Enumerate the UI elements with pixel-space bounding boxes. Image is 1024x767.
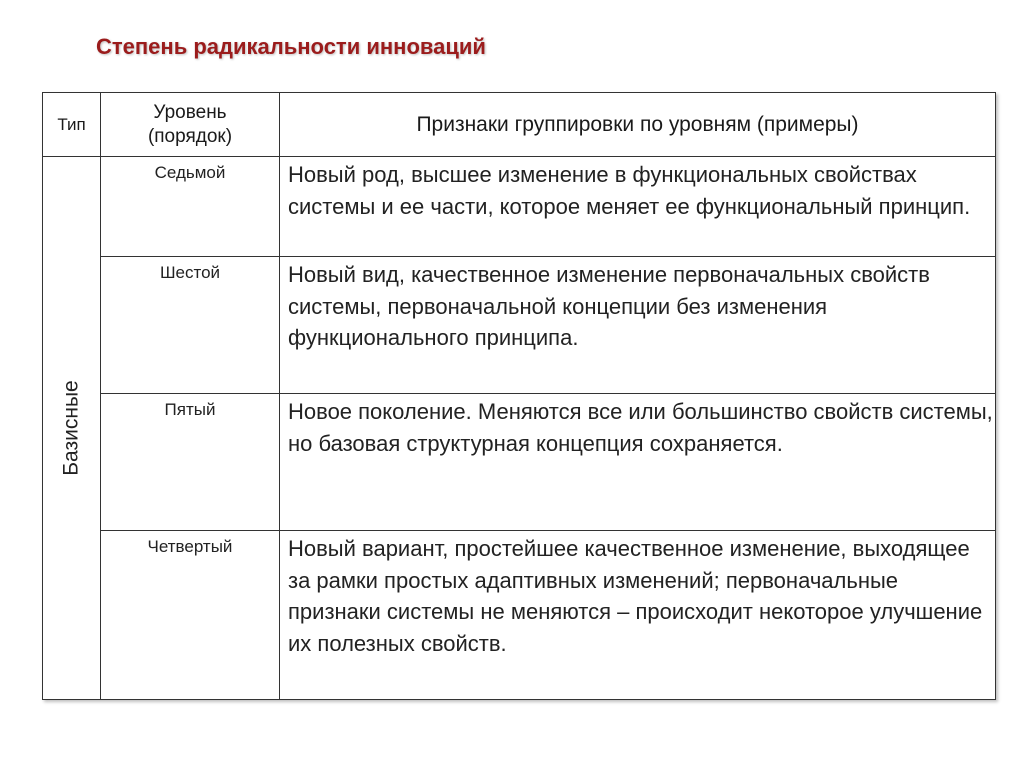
level-sixth: Шестой: [159, 263, 221, 282]
header-level: Уровень (порядок): [147, 101, 233, 147]
radicality-table: [42, 92, 996, 700]
type-cell: [43, 157, 100, 699]
header-type: Тип: [57, 114, 86, 134]
description-sixth: Новый вид, качественное изменение первоначальных свойств системы, первоначальной концепции без изменения функционального принципа.: [288, 262, 930, 350]
description-fourth: Новый вариант, простейшее качественное изменение, выходящее за рамки простых адаптивных изменений; первоначальные признаки системы не меняются – происходит некоторое улучшение их полезных свойств.: [288, 536, 983, 656]
slide-title: Степень радикальности инноваций: [96, 34, 486, 59]
level-fifth: Пятый: [164, 400, 216, 419]
header-signs: Признаки группировки по уровням (примеры): [416, 112, 859, 136]
description-fifth: Новое поколение. Меняются все или большинство свойств системы, но базовая структурная концепция сохраняется.: [288, 399, 993, 456]
level-fourth: Четвертый: [147, 537, 233, 556]
type-label-basic: Базисные: [59, 380, 83, 476]
description-seventh: Новый род, высшее изменение в функциональных свойствах системы и ее части, которое меняет ее функциональный принцип.: [288, 162, 971, 219]
level-seventh: Седьмой: [154, 163, 226, 182]
